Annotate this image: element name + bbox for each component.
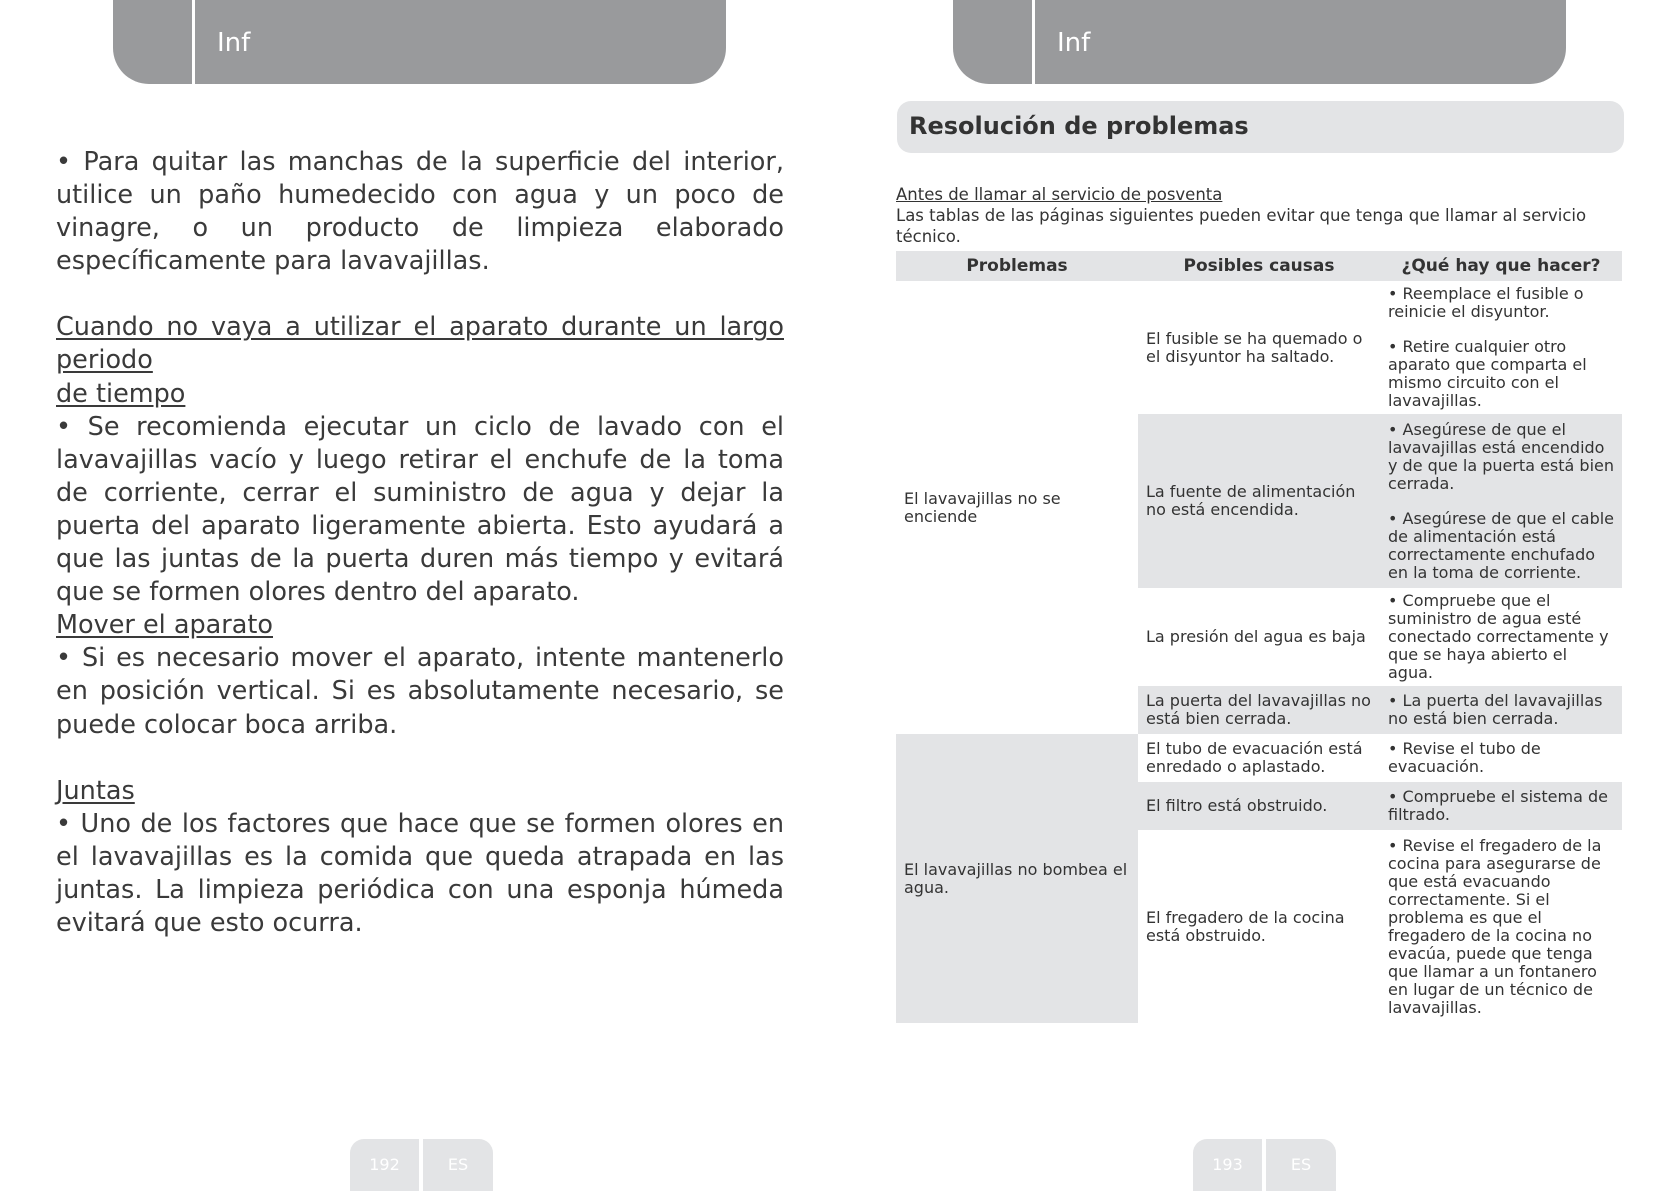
solution-item: • Compruebe el sistema de filtrado.	[1388, 787, 1608, 824]
cause-cell: El fusible se ha quemado o el disyuntor ha saltado.	[1146, 328, 1363, 366]
solution-item: • Compruebe que el suministro de agua esté conectado correctamente y que se haya abierto el agua.	[1388, 591, 1609, 682]
troubleshooting-table	[896, 251, 1622, 1023]
intro-heading: Antes de llamar al servicio de posventa	[896, 185, 1223, 204]
column-header-problems: Problemas	[896, 251, 1138, 281]
solution-item: • Asegúrese de que el lavavajillas está encendido y de que la puerta está bien cerrada.	[1388, 419, 1615, 493]
right-page-footer-tab	[1193, 1139, 1336, 1191]
solution-cell	[1380, 734, 1622, 782]
heading-seals: Juntas	[56, 775, 135, 806]
table-row	[896, 281, 1622, 414]
header-label: Inf	[217, 28, 251, 58]
heading-long-term-storage-line2: de tiempo	[56, 378, 186, 409]
left-page-content	[56, 146, 784, 940]
solution-item: • Revise el fregadero de la cocina para asegurarse de que está evacuando correctamente. Si el problema es que el fregadero de la cocina no evacúa, puede que tenga que llamar a un fontanero en lugar de un técnico de lavavajillas.	[1388, 835, 1602, 1017]
solution-item: • La puerta del lavavajillas no está bien cerrada.	[1388, 691, 1603, 728]
paragraph-move-appliance: • Si es necesario mover el aparato, intente mantenerlo en posición vertical. Si es absolutamente necesario, se puede colocar boca arriba.	[56, 643, 784, 740]
problem-cell: El lavavajillas no bombea el agua.	[896, 734, 1138, 1023]
column-header-causes: Posibles causas	[1138, 251, 1380, 281]
cause-cell: La puerta del lavavajillas no está bien cerrada.	[1138, 686, 1380, 734]
header-divider	[1032, 0, 1035, 84]
right-page-header-tab	[953, 0, 1566, 84]
cause-cell: El filtro está obstruido.	[1138, 782, 1380, 830]
solution-cell	[1380, 686, 1622, 734]
solution-item: • Revise el tubo de evacuación.	[1388, 739, 1541, 776]
page-number: 192	[369, 1155, 400, 1174]
table-row	[896, 734, 1622, 782]
page-number: 193	[1212, 1155, 1243, 1174]
section-title: Resolución de problemas	[909, 112, 1249, 140]
header-label: Inf	[1057, 28, 1091, 58]
solution-item: • Retire cualquier otro aparato que comparta el mismo circuito con el lavavajillas.	[1388, 337, 1587, 410]
header-divider	[192, 0, 195, 84]
paragraph-seals: • Uno de los factores que hace que se formen olores en el lavavajillas es la comida que queda atrapada en las juntas. La limpieza periódica con una esponja húmeda evitará que esto ocurra.	[56, 808, 784, 938]
cause-cell: El tubo de evacuación está enredado o aplastado.	[1146, 739, 1363, 776]
left-page-header-tab	[113, 0, 726, 84]
language-code: ES	[447, 1155, 469, 1174]
solution-cell	[1380, 830, 1622, 1023]
cause-cell: La presión del agua es baja	[1146, 627, 1366, 646]
paragraph-stain-removal: • Para quitar las manchas de la superficie del interior, utilice un paño humedecido con agua y un poco de vinagre, o un producto de limpieza elaborado específicamente para lavavajillas.	[56, 147, 784, 277]
heading-long-term-storage-line1: Cuando no vaya a utilizar el aparato durante un largo periodo	[56, 312, 784, 376]
solution-cell	[1380, 414, 1622, 588]
left-page-footer-tab	[350, 1139, 493, 1191]
table-header-row	[896, 251, 1622, 281]
heading-move-appliance: Mover el aparato	[56, 610, 273, 641]
solution-item: • Reemplace el fusible o reinicie el disyuntor.	[1388, 284, 1584, 321]
intro-text: Las tablas de las páginas siguientes pueden evitar que tenga que llamar al servicio técnico.	[896, 206, 1587, 246]
troubleshooting-intro	[896, 184, 1636, 247]
section-title-bar	[897, 101, 1624, 153]
cause-cell: El fregadero de la cocina está obstruido.	[1146, 907, 1345, 945]
language-code: ES	[1290, 1155, 1312, 1174]
solution-cell	[1380, 782, 1622, 830]
problem-cell: El lavavajillas no se enciende	[904, 488, 1061, 526]
cause-cell: La fuente de alimentación no está encendida.	[1138, 414, 1380, 588]
column-header-actions: ¿Qué hay que hacer?	[1380, 251, 1622, 281]
paragraph-long-term-storage: • Se recomienda ejecutar un ciclo de lavado con el lavavajillas vacío y luego retirar el enchufe de la toma de corriente, cerrar el suministro de agua y dejar la puerta del aparato ligeramente abierta. Esto ayudará a que las juntas de la puerta duren más tiempo y evitará que se formen olores dentro del aparato.	[56, 411, 784, 608]
solution-cell	[1380, 588, 1622, 686]
solution-item: • Asegúrese de que el cable de alimentación está correctamente enchufado en la toma de corriente.	[1388, 508, 1615, 582]
solution-cell	[1380, 281, 1622, 414]
